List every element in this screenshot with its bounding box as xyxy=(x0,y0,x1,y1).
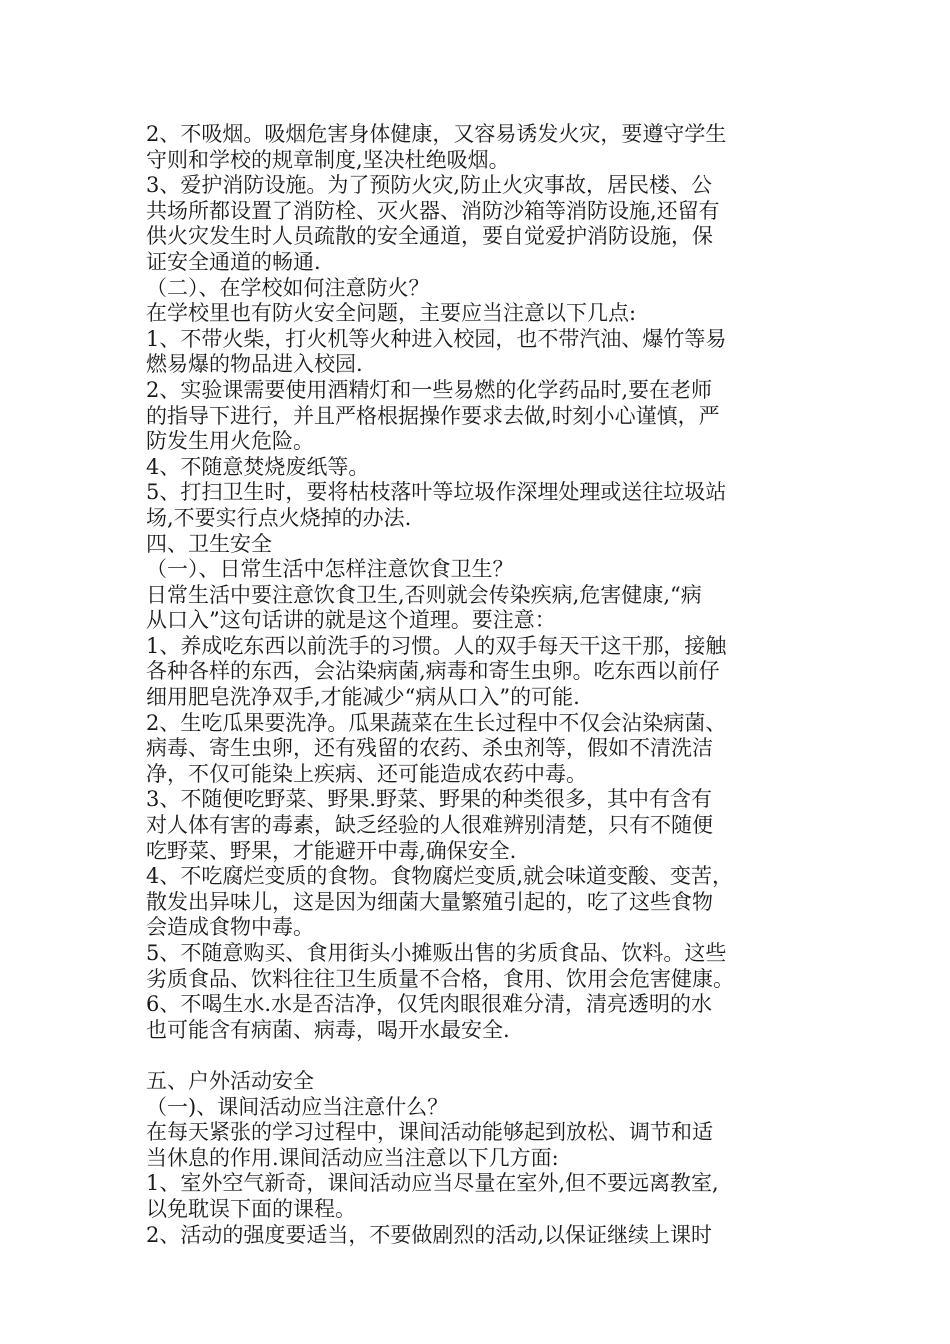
paragraph-no-matches: 1、不带火柴，打火机等火种进入校园，也不带汽油、爆竹等易 燃易爆的物品进入校园. xyxy=(146,326,727,377)
subheading-food-hygiene: （一）、日常生活中怎样注意饮食卫生？ xyxy=(146,557,514,582)
paragraph-outdoor-air: 1、室外空气新奇，课间活动应当尽量在室外,但不要远离教室, 以免耽误下面的课程。 xyxy=(146,1171,719,1221)
paragraph-lab-class: 2、实验课需要使用酒精灯和一些易燃的化学药品时,要在老师 的指导下进行，并且严格根据操作要求去做,时刻小心谨慎，严 防发生用火危险。 xyxy=(146,377,720,454)
paragraph-wild-plants: 3、不随便吃野菜、野果.野菜、野果的种类很多，其中有含有 对人体有害的毒素，缺乏经验的人很难辨别清楚，只有不随便 吃野菜、野果，才能避开中毒,确保安全. xyxy=(146,787,713,863)
paragraph-recess-intro: 在每天紧张的学习过程中，课间活动能够起到放松、调节和适 当休息的作用.课间活动应当注意以下几方面: xyxy=(146,1120,713,1170)
paragraph-no-burning-paper: 4、不随意焚烧废纸等。 xyxy=(146,454,370,479)
section-heading-outdoor-safety: 五、户外活动安全 xyxy=(146,1068,314,1093)
paragraph-activity-intensity: 2、活动的强度要适当，不要做剧烈的活动,以保证继续上课时 xyxy=(146,1222,713,1247)
paragraph-spoiled-food: 4、不吃腐烂变质的食物。食物腐烂变质,就会味道变酸、变苦， 散发出异味儿，这是因为细菌大量繁殖引起的，吃了这些食物 会造成食物中毒。 xyxy=(146,864,734,940)
section-heading-hygiene: 四、卫生安全 xyxy=(146,531,272,556)
paragraph-wash-fruit: 2、生吃瓜果要洗净。瓜果蔬菜在生长过程中不仅会沾染病菌、 病毒、寄生虫卵，还有残留的农药、杀虫剂等，假如不清洗洁 净，不仅可能染上疾病、还可能造成农药中毒。 xyxy=(146,710,727,786)
paragraph-fire-protect-facilities: 3、爱护消防设施。为了预防火灾,防止火灾事故，居民楼、公 共场所都设置了消防栓、灭火器、消防沙箱等消防设施,还留有 供火灾发生时人员疏散的安全通道，要自觉爱护消防设施，保 证安全通道的畅通. xyxy=(146,173,720,274)
paragraph-food-hygiene-intro: 日常生活中要注意饮食卫生,否则就会传染疾病,危害健康,“病 从口入”这句话讲的就是这个道理。要注意： xyxy=(146,582,702,633)
subheading-school-fire-prevention: （二）、在学校如何注意防火？ xyxy=(146,275,430,300)
paragraph-cleaning-leaves: 5、打扫卫生时，要将枯枝落叶等垃圾作深埋处理或送往垃圾站 场,不要实行点火烧掉的办法. xyxy=(146,480,727,530)
paragraph-school-fire-intro: 在学校里也有防火安全问题，主要应当注意以下几点: xyxy=(146,301,637,326)
document-page xyxy=(146,122,816,1248)
blank-line xyxy=(146,1043,816,1069)
paragraph-fire-no-smoking: 2、不吸烟。吸烟危害身体健康，又容易诱发火灾，要遵守学生 守则和学校的规章制度,坚决杜绝吸烟。 xyxy=(146,122,727,172)
paragraph-street-vendors: 5、不随意购买、食用街头小摊贩出售的劣质食品、饮料。这些 劣质食品、饮料往往卫生质量不合格，食用、饮用会危害健康。 xyxy=(146,941,734,991)
paragraph-raw-water: 6、不喝生水.水是否洁净，仅凭肉眼很难分清，清亮透明的水 也可能含有病菌、病毒，喝开水最安全. xyxy=(146,992,713,1042)
subheading-recess-activities: （一)、课间活动应当注意什么？ xyxy=(146,1094,449,1119)
paragraph-wash-hands: 1、养成吃东西以前洗手的习惯。人的双手每天干这干那，接触 各种各样的东西，会沾染病菌,病毒和寄生虫卵。吃东西以前仔 细用肥皂洗净双手,才能减少“病从口入”的可能. xyxy=(146,633,727,710)
